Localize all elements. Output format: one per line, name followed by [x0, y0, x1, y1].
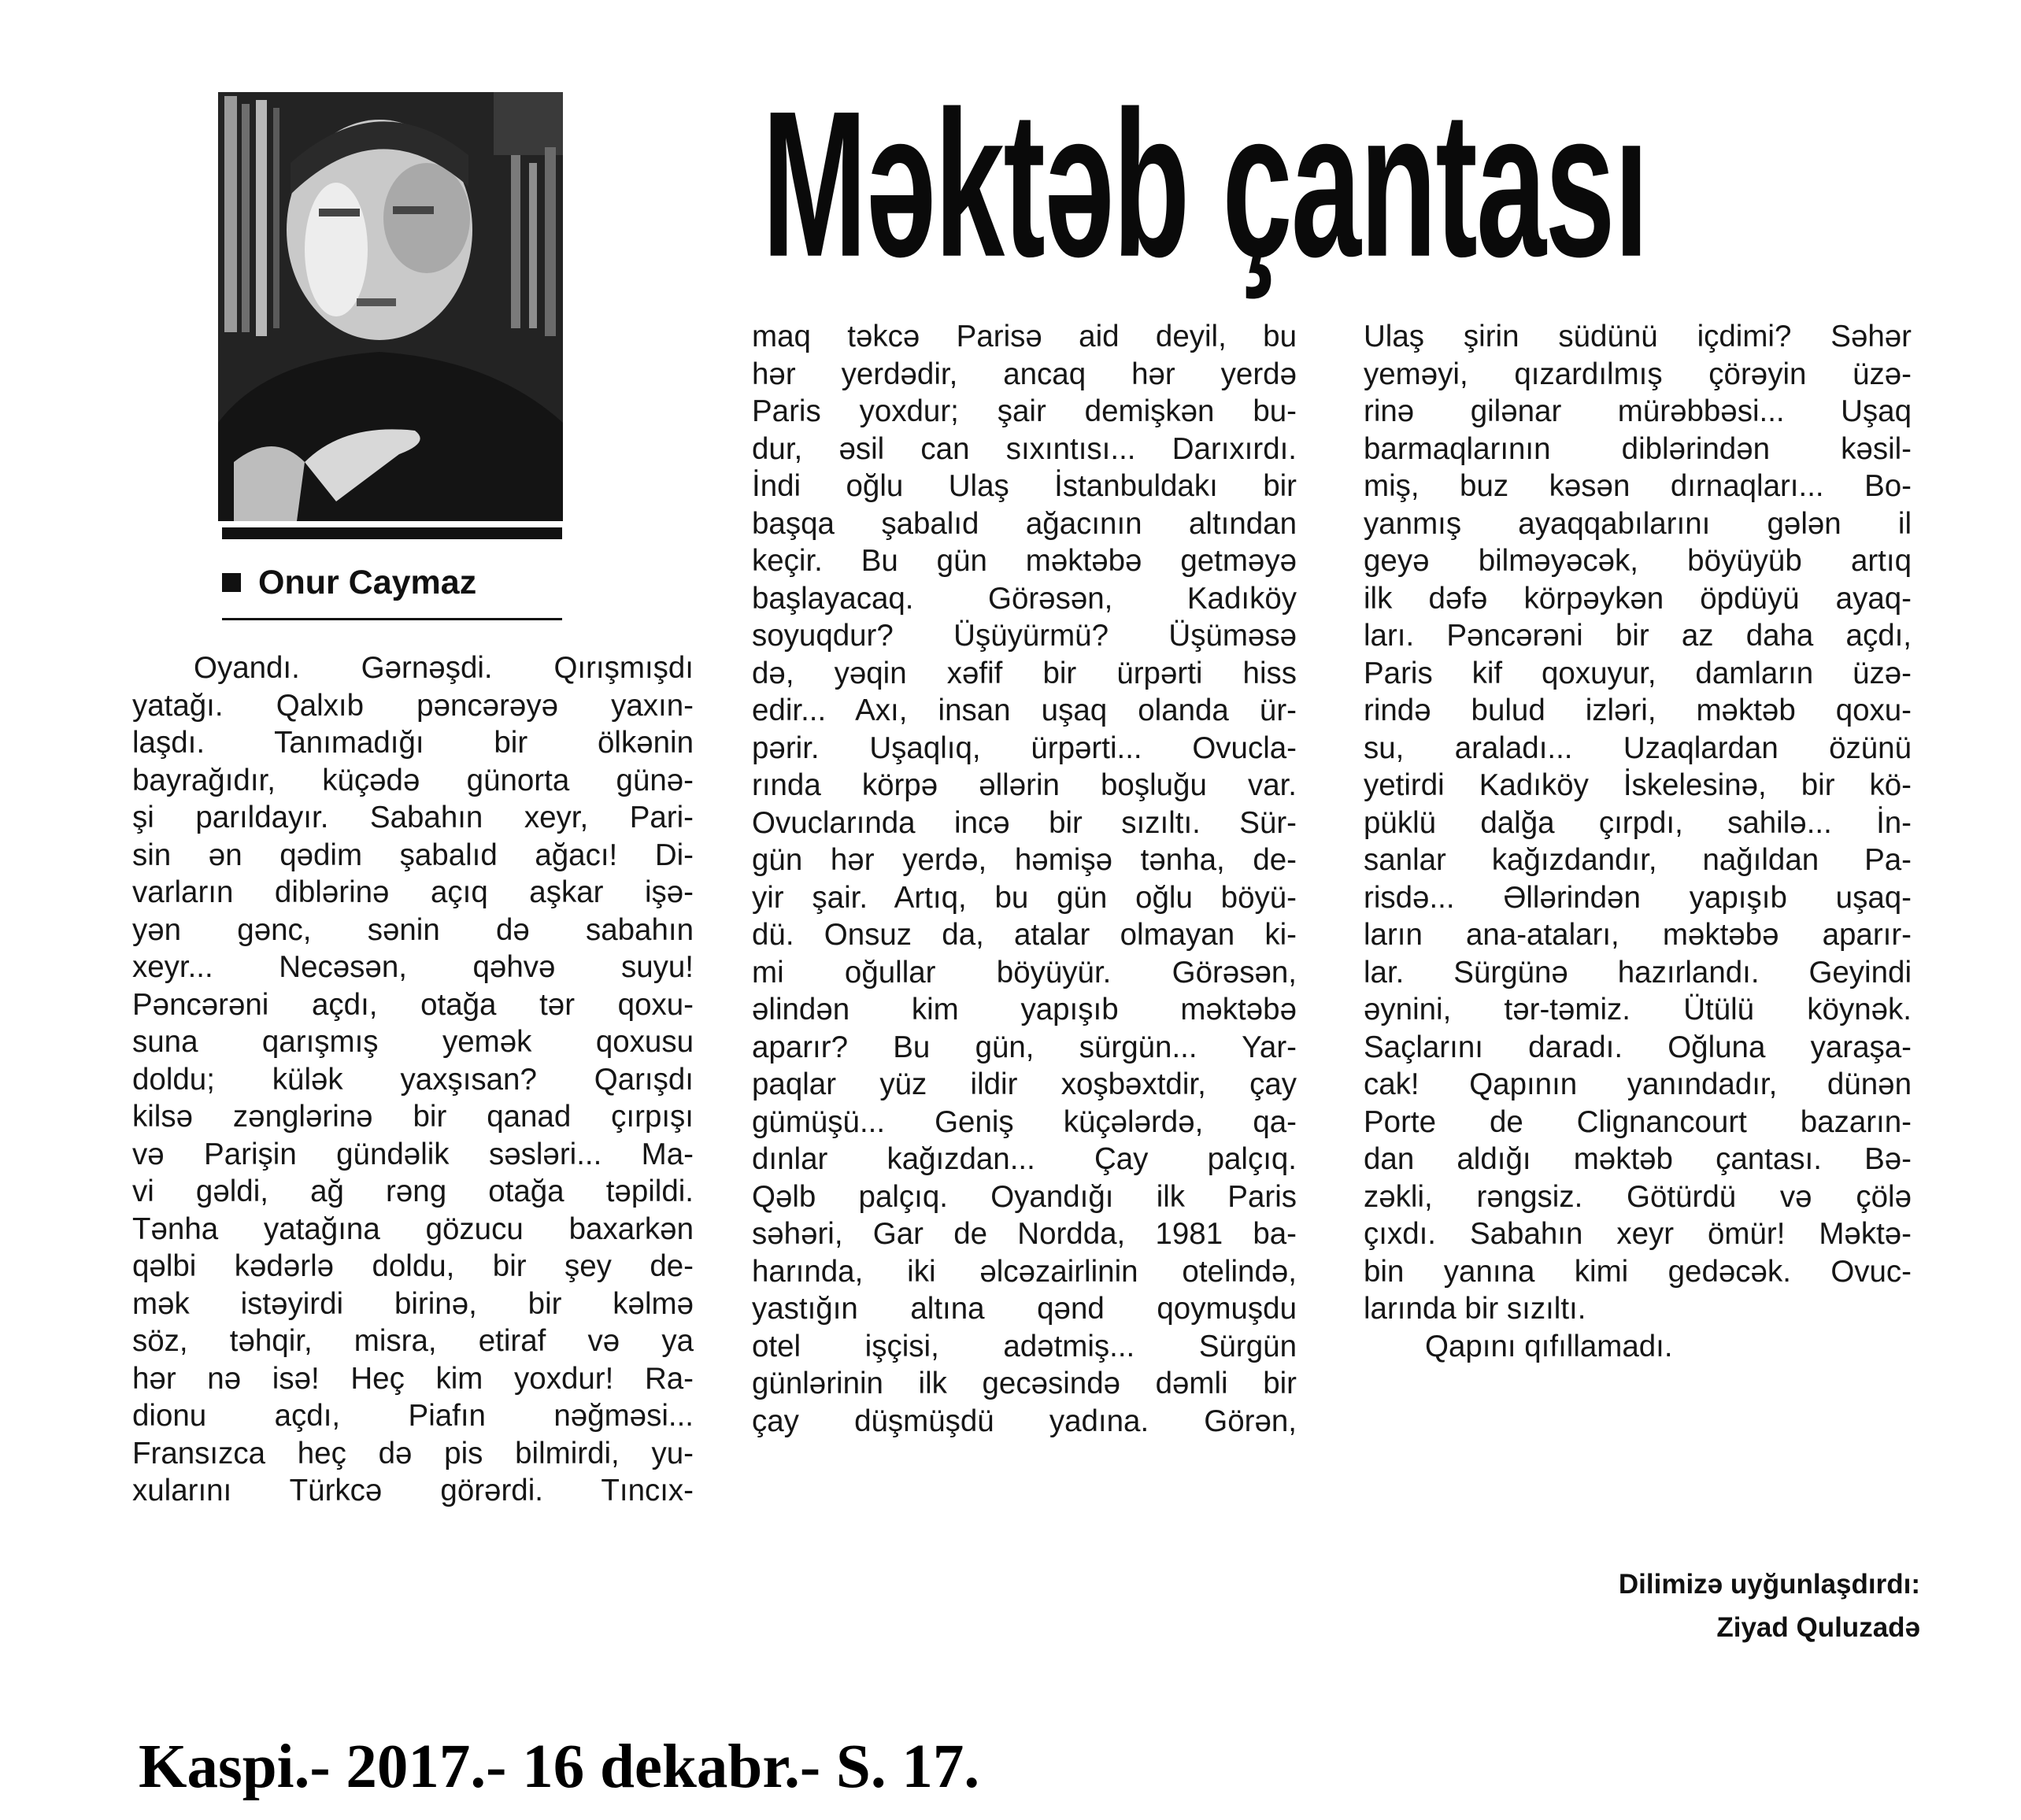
headline-text: Məktəb çantası — [762, 68, 1648, 301]
text-line: çay düşmüşdü yadına. Görən, — [752, 1404, 1297, 1438]
text-line: Paris yoxdur; şair demişkən bu- — [752, 394, 1297, 428]
text-line: yanmış ayaqqabılarını gələn il — [1364, 506, 1912, 541]
text-line: yir şair. Artıq, bu gün oğlu böyü- — [752, 880, 1297, 915]
text-line: qəlbi kədərlə doldu, bir şey de- — [132, 1249, 694, 1283]
text-line: şi parıldayır. Sabahın xeyr, Pari- — [132, 801, 694, 834]
text-line: dınlar kağızdan... Çay palçıq. — [752, 1142, 1297, 1176]
author-rule-bottom — [222, 618, 562, 620]
text-line: edir... Axı, insan uşaq olanda ür- — [752, 694, 1297, 727]
translator-credit — [1619, 1563, 1920, 1649]
text-line: və Parişin gündəlik səsləri... Ma- — [132, 1137, 694, 1171]
text-line: hər yerdədir, ancaq hər yerdə — [752, 357, 1297, 391]
text-line: ilk dəfə körpəykən öpdüyü ayaq- — [1364, 581, 1912, 616]
text-line: geyə bilməyəcək, böyüyüb artıq — [1364, 544, 1912, 578]
text-line: ları. Pəncərəni bir az daha açdı, — [1364, 619, 1912, 653]
text-line: harında, iki əlcəzairlinin otelində, — [752, 1254, 1297, 1289]
author-byline — [222, 559, 476, 606]
text-line: paqlar yüz ildir xoşbəxtdir, çay — [752, 1067, 1297, 1101]
credit-name: Ziyad Quluzadə — [1716, 1612, 1920, 1643]
text-line: dan aldığı məktəb çantası. Bə- — [1364, 1142, 1912, 1176]
text-line: doldu; külək yaxşısan? Qarışdı — [132, 1062, 694, 1097]
text-line: otel işçisi, adətmiş... Sürgün — [752, 1329, 1297, 1363]
article-column-1 — [132, 649, 694, 1510]
text-line: gümüşü... Geniş küçələrdə, qa- — [752, 1104, 1297, 1139]
text-line: dü. Onsuz da, atalar olmayan ki- — [752, 918, 1297, 952]
text-line: rində bulud izləri, məktəb qoxu- — [1364, 694, 1912, 727]
text-line: pərir. Uşaqlıq, ürpərti... Ovucla- — [752, 731, 1297, 765]
text-line: hər nə isə! Heç kim yoxdur! Ra- — [132, 1361, 694, 1396]
text-line: püklü dalğa çırpdı, sahilə... İn- — [1364, 805, 1912, 840]
text-line: keçir. Bu gün məktəbə getməyə — [752, 544, 1297, 578]
text-line: vi gəldi, ağ rəng otağa təpildi. — [132, 1174, 694, 1208]
author-name: Onur Caymaz — [258, 563, 477, 601]
text-line: zəkli, rəngsiz. Götürdü və çölə — [1364, 1179, 1912, 1214]
text-line: rinə gilənar mürəbbəsi... Uşaq — [1364, 394, 1912, 428]
article-headline — [762, 68, 1849, 301]
author-photo — [218, 92, 563, 521]
text-line: dur, əsil can sıxıntısı... Darıxırdı. — [752, 431, 1297, 466]
text-line: sanlar kağızdandır, nağıldan Pa- — [1364, 843, 1912, 877]
text-line: söz, təhqir, misra, etiraf və ya — [132, 1324, 694, 1358]
text-line: də, yəqin xəfif bir ürpərti hiss — [752, 656, 1297, 690]
text-line: yən gənc, sənin də sabahın — [132, 912, 694, 947]
text-line: yastığın altına qənd qoymuşdu — [752, 1292, 1297, 1326]
text-line: barmaqlarının diblərindən kəsil- — [1364, 431, 1912, 466]
text-line: kilsə zənglərinə bir qanad çırpışı — [132, 1100, 694, 1134]
text-line: cak! Qapının yanındadır, dünən — [1364, 1067, 1912, 1101]
text-line: maq təkcə Parisə aid deyil, bu — [752, 320, 1297, 353]
text-line: bin yanına kimi gedəcək. Ovuc- — [1364, 1254, 1912, 1289]
text-line: dionu açdı, Piafın nəğməsi... — [132, 1399, 694, 1433]
text-line: suna qarışmış yemək qoxusu — [132, 1025, 694, 1059]
text-line: larında bir sızıltı. — [1364, 1292, 1586, 1326]
text-line: varların diblərinə açıq aşkar işə- — [132, 875, 694, 909]
text-line: başlayacaq. Görəsən, Kadıköy — [752, 581, 1297, 616]
text-line: Ovuclarında incə bir sızıltı. Sür- — [752, 805, 1297, 840]
text-line: səhəri, Gar de Nordda, 1981 ba- — [752, 1217, 1297, 1251]
author-rule-top — [222, 527, 562, 539]
text-line: Tənha yatağına gözucu baxarkən — [132, 1211, 694, 1246]
source-citation: Kaspi.- 2017.- 16 dekabr.- S. 17. — [139, 1733, 980, 1801]
text-line: Qapını qıfıllamadı. — [1425, 1329, 1673, 1363]
text-line: əynini, tər-təmiz. Ütülü köynək. — [1364, 993, 1912, 1027]
text-line: başqa şabalıd ağacının altından — [752, 506, 1297, 541]
text-line: su, araladı... Uzaqlardan özünü — [1364, 731, 1912, 765]
text-line: laşdı. Tanımadığı bir ölkənin — [132, 726, 694, 760]
text-line: əlindən kim yapışıb məktəbə — [752, 993, 1297, 1027]
text-line: xeyr... Necəsən, qəhvə suyu! — [132, 950, 694, 984]
article-column-2 — [752, 318, 1297, 1440]
text-line: rında körpə əllərin boşluğu var. — [752, 768, 1297, 802]
text-line: Ulaş şirin südünü içdimi? Səhər — [1364, 320, 1912, 353]
text-line: gün hər yerdə, həmişə tənha, de- — [752, 843, 1297, 877]
text-line: çıxdı. Sabahın xeyr ömür! Məktə- — [1364, 1217, 1912, 1251]
text-line: Porte de Clignancourt bazarın- — [1364, 1104, 1912, 1139]
article-column-3 — [1364, 318, 1912, 1365]
text-line: İndi oğlu Ulaş İstanbuldakı bir — [752, 469, 1297, 503]
text-line: Fransızca heç də pis bilmirdi, yu- — [132, 1436, 694, 1470]
text-line: ların ana-ataları, məktəbə aparır- — [1364, 918, 1912, 952]
text-line: mi oğullar böyüyür. Görəsən, — [752, 955, 1297, 990]
text-line: yetirdi Kadıköy İskelesinə, bir kö- — [1364, 768, 1912, 802]
byline-square-icon — [222, 573, 241, 592]
text-line: yeməyi, qızardılmış çörəyin üzə- — [1364, 357, 1912, 391]
text-line: miş, buz kəsən dırnaqları... Bo- — [1364, 469, 1912, 503]
text-line: Qəlb palçıq. Oyandığı ilk Paris — [752, 1179, 1297, 1214]
text-line: risdə... Əllərindən yapışıb uşaq- — [1364, 880, 1912, 915]
text-line: soyuqdur? Üşüyürmü? Üşüməsə — [752, 619, 1297, 653]
text-line: sin ən qədim şabalıd ağacı! Di- — [132, 838, 694, 872]
text-line: Pəncərəni açdı, otağa tər qoxu- — [132, 987, 694, 1022]
text-line: aparır? Bu gün, sürgün... Yar- — [752, 1030, 1297, 1064]
text-line: Saçlarını daradı. Oğluna yaraşa- — [1364, 1030, 1912, 1064]
credit-label: Dilimizə uyğunlaşdırdı: — [1618, 1569, 1920, 1600]
text-line: günlərinin ilk gecəsində dəmli bir — [752, 1367, 1297, 1400]
text-line: Oyandı. Gərnəşdi. Qırışmışdı — [194, 651, 694, 685]
text-line: bayrağıdır, küçədə günorta günə- — [132, 763, 694, 797]
text-line: lar. Sürgünə hazırlandı. Geyindi — [1364, 955, 1912, 990]
text-line: mək istəyirdi birinə, bir kəlmə — [132, 1286, 694, 1321]
text-line: yatağı. Qalxıb pəncərəyə yaxın- — [132, 688, 694, 723]
text-line: xularını Türkcə görərdi. Tıncıx- — [132, 1474, 694, 1507]
text-line: Paris kif qoxuyur, damların üzə- — [1364, 656, 1912, 690]
